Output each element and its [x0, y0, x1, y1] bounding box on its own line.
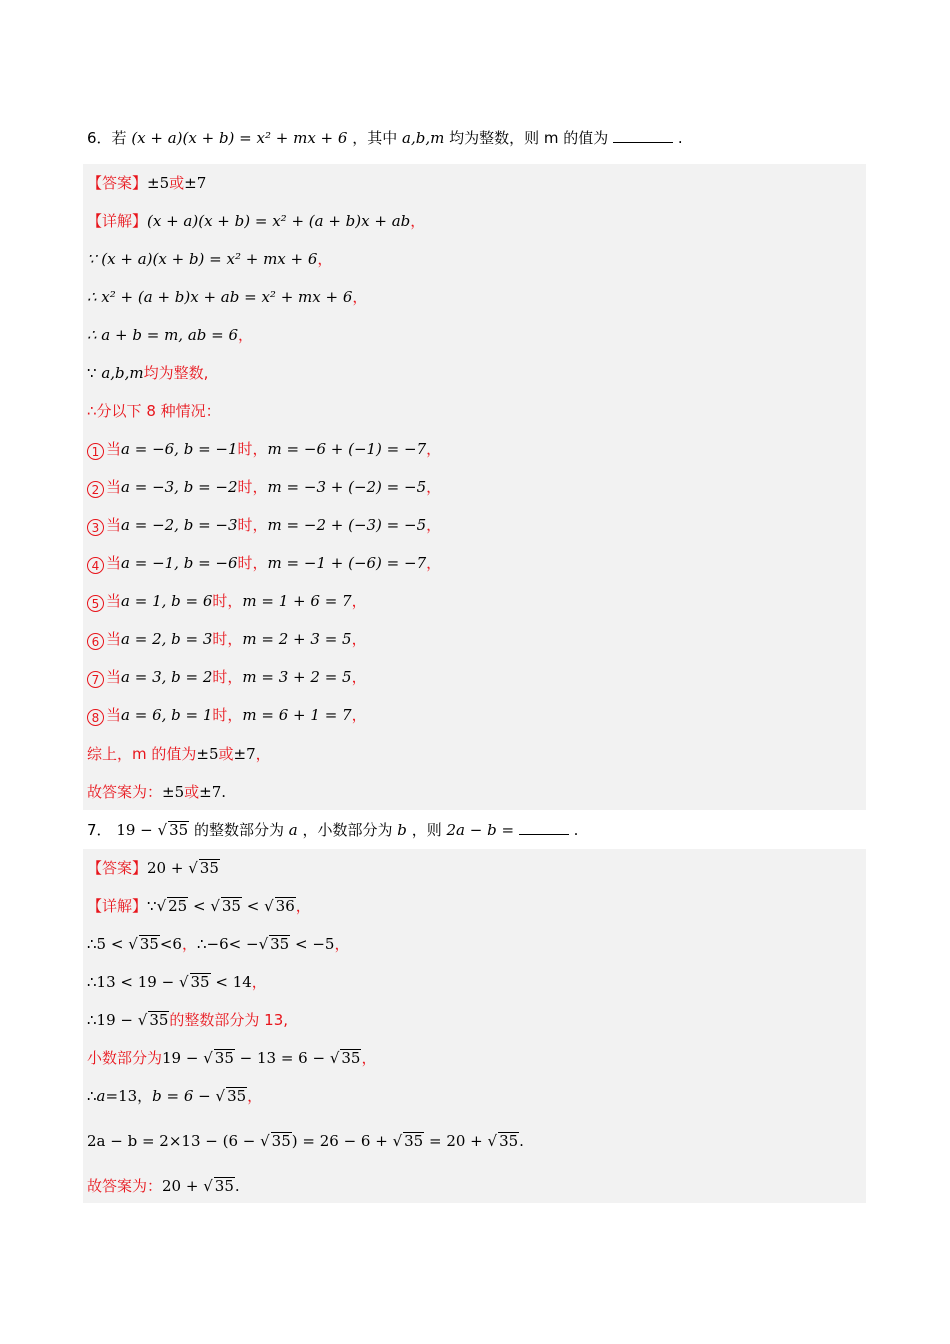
q6-equation: (x + a)(x + b) = x² + mx + 6: [131, 129, 348, 147]
q6-answer-blank: [613, 128, 673, 143]
s6-summary: 综上，m 的值为±5或±7，: [87, 745, 271, 763]
s6-detail-1: 【详解】(x + a)(x + b) = x² + (a + b)x + ab，: [87, 212, 426, 230]
q7-number: 7．: [87, 821, 112, 839]
s6-case-1: 1 当a = −6, b = −1时，m = −6 + (−1) = −7，: [87, 439, 441, 460]
s7-detail-3: ∴13 < 19 − √ 35 < 14，: [87, 973, 267, 991]
case-number-badge: 5: [87, 595, 104, 612]
q6-number: 6．若: [87, 129, 127, 147]
s7-answer: 【答案】20 + √ 35: [87, 859, 219, 877]
s6-case-5: 5 当a = 1, b = 6时，m = 1 + 6 = 7，: [87, 591, 367, 612]
s7-detail-7: 2a − b = 2×13 − (6 − √ 35) = 26 − 6 + √ 35 = 20 + √ 35.: [87, 1132, 524, 1150]
s7-detail-2: ∴5 < √ 35<6，∴−6< −√ 35 < −5，: [87, 935, 350, 953]
case-number-badge: 1: [87, 443, 104, 460]
case-number-badge: 8: [87, 709, 104, 726]
case-number-badge: 6: [87, 633, 104, 650]
s6-answer: 【答案】±5或±7: [87, 174, 207, 192]
s6-detail-2: ∵ (x + a)(x + b) = x² + mx + 6，: [87, 250, 333, 268]
s6-case-2: 2 当a = −3, b = −2时，m = −3 + (−2) = −5，: [87, 477, 441, 498]
s6-detail-6: ∴分以下 8 种情况：: [87, 402, 221, 420]
s6-final: 故答案为：±5或±7.: [87, 783, 227, 801]
s7-detail-5: 小数部分为19 − √ 35 − 13 = 6 − √ 35，: [87, 1049, 377, 1067]
s6-case-4: 4 当a = −1, b = −6时，m = −1 + (−6) = −7，: [87, 553, 441, 574]
s6-case-6: 6 当a = 2, b = 3时，m = 2 + 3 = 5，: [87, 629, 367, 650]
case-number-badge: 7: [87, 671, 104, 688]
s7-detail-1: 【详解】∵√ 25 < √ 35 < √ 36，: [87, 897, 311, 915]
s6-detail-4: ∴ a + b = m, ab = 6，: [87, 326, 254, 344]
case-number-badge: 4: [87, 557, 104, 574]
s6-case-3: 3 当a = −2, b = −3时，m = −2 + (−3) = −5，: [87, 515, 441, 536]
s6-detail-3: ∴ x² + (a + b)x + ab = x² + mx + 6，: [87, 288, 368, 306]
s6-case-7: 7 当a = 3, b = 2时，m = 3 + 2 = 5，: [87, 667, 367, 688]
case-number-badge: 3: [87, 519, 104, 536]
s7-detail-4: ∴19 − √ 35的整数部分为 13,: [87, 1011, 289, 1029]
question-6: 6．若 (x + a)(x + b) = x² + mx + 6 ，其中 a,b,m 均为整数，则 m 的值为 .: [87, 129, 683, 147]
s7-detail-6: ∴a=13，b = 6 − √ 35，: [87, 1087, 263, 1105]
s6-detail-5: ∵ a,b,m均为整数,: [87, 364, 209, 382]
s6-case-8: 8 当a = 6, b = 1时，m = 6 + 1 = 7，: [87, 705, 367, 726]
case-number-badge: 2: [87, 481, 104, 498]
question-7: 7． 19 − √ 35 的整数部分为 a ，小数部分为 b ，则 2a − b = .: [87, 821, 579, 839]
q7-answer-blank: [519, 820, 569, 835]
s7-final: 故答案为：20 + √ 35.: [87, 1177, 240, 1195]
